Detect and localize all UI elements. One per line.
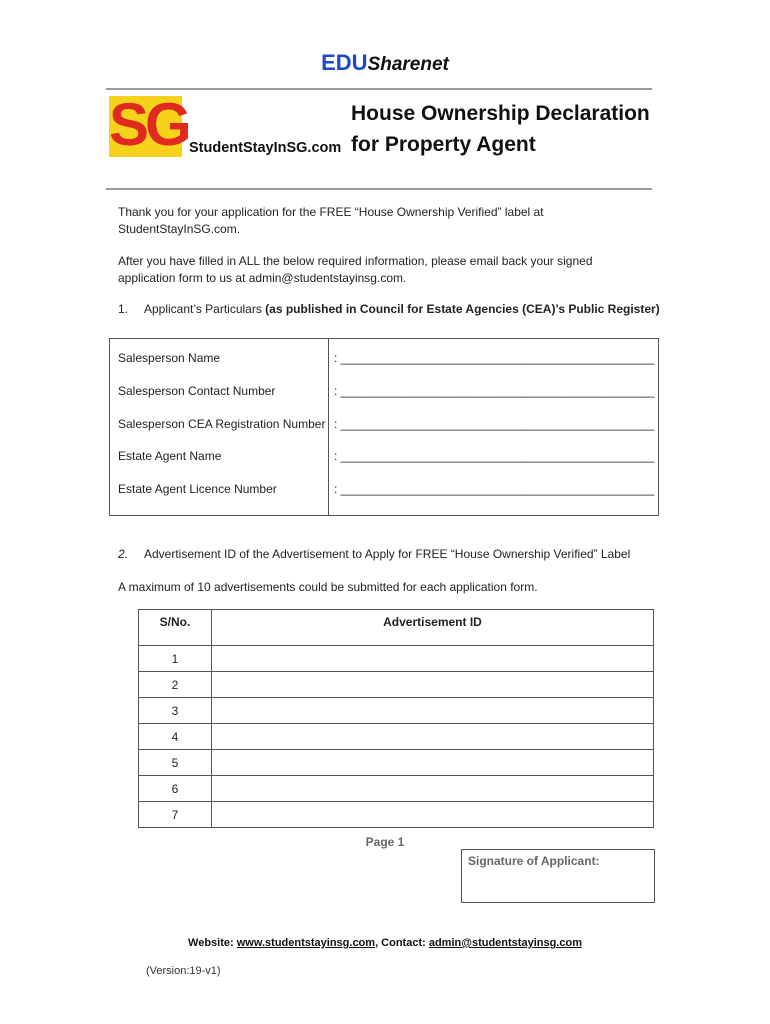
sno-cell: 7 bbox=[139, 802, 212, 828]
advertisement-table bbox=[138, 609, 654, 828]
brand-header bbox=[0, 50, 770, 76]
brand-sharenet: Sharenet bbox=[367, 54, 449, 75]
section-2-heading bbox=[118, 547, 630, 561]
intro-p1-line1: Thank you for your application for the FREE “House Ownership Verified” label at bbox=[118, 205, 544, 219]
table-row bbox=[139, 646, 654, 672]
section-1-heading bbox=[118, 302, 660, 316]
advertisement-id-cell[interactable] bbox=[212, 802, 654, 828]
page-title bbox=[351, 98, 650, 160]
advertisement-id-cell[interactable] bbox=[212, 698, 654, 724]
particulars-label: Salesperson Name bbox=[118, 351, 221, 365]
section-1-bold: (as published in Council for Estate Agencies (CEA)’s Public Register) bbox=[265, 302, 660, 316]
section-2-number: 2. bbox=[118, 547, 129, 561]
title-line2: for Property Agent bbox=[351, 133, 536, 156]
sno-cell: 4 bbox=[139, 724, 212, 750]
table-row bbox=[139, 802, 654, 828]
estate-agent-name-field[interactable]: : _______________________________________________ bbox=[334, 449, 655, 463]
salesperson-contact-field[interactable]: : _______________________________________________ bbox=[334, 384, 655, 398]
sno-cell: 5 bbox=[139, 750, 212, 776]
section-1-text: Applicant’s Particulars bbox=[144, 302, 266, 316]
header-rule bbox=[106, 188, 652, 190]
particulars-divider bbox=[328, 339, 329, 515]
advertisement-id-cell[interactable] bbox=[212, 750, 654, 776]
advertisement-id-cell[interactable] bbox=[212, 672, 654, 698]
advertisement-id-header: Advertisement ID bbox=[212, 610, 654, 646]
contact-email-link[interactable]: admin@studentstayinsg.com bbox=[428, 937, 582, 949]
section-1-number: 1. bbox=[118, 302, 129, 316]
intro-paragraph-1 bbox=[118, 204, 638, 238]
salesperson-name-field[interactable]: : _______________________________________________ bbox=[334, 351, 655, 365]
intro-p1-line2: StudentStayInSG.com. bbox=[118, 222, 241, 236]
advertisement-id-cell[interactable] bbox=[212, 724, 654, 750]
sno-cell: 3 bbox=[139, 698, 212, 724]
table-row bbox=[139, 698, 654, 724]
sno-cell: 2 bbox=[139, 672, 212, 698]
footer bbox=[0, 937, 770, 949]
section-2-note: A maximum of 10 advertisements could be submitted for each application form. bbox=[118, 580, 538, 594]
cea-registration-field[interactable]: : _______________________________________________ bbox=[334, 417, 655, 431]
table-row bbox=[139, 672, 654, 698]
version-text: (Version:19-v1) bbox=[146, 965, 221, 977]
table-row bbox=[139, 750, 654, 776]
page-number: Page 1 bbox=[365, 835, 405, 849]
section-2-text: Advertisement ID of the Advertisement to Apply for FREE “House Ownership Verified” Label bbox=[144, 547, 631, 561]
estate-agent-licence-field[interactable]: : _______________________________________________ bbox=[334, 482, 655, 496]
sno-cell: 1 bbox=[139, 646, 212, 672]
signature-box[interactable] bbox=[461, 849, 655, 903]
title-line1: House Ownership Declaration bbox=[351, 102, 650, 125]
top-rule bbox=[106, 88, 652, 90]
website-link[interactable]: www.studentstayinsg.com bbox=[236, 937, 376, 949]
signature-label: Signature of Applicant: bbox=[468, 854, 600, 868]
intro-p2-line1: After you have filled in ALL the below required information, please email back your signed bbox=[118, 254, 593, 268]
brand-edu: EDU bbox=[321, 50, 368, 75]
contact-label: , Contact: bbox=[375, 937, 429, 949]
particulars-label: Estate Agent Licence Number bbox=[118, 482, 277, 496]
sg-logo-letters: SG bbox=[109, 91, 188, 158]
particulars-label: Estate Agent Name bbox=[118, 449, 222, 463]
logo-site-name: StudentStayInSG.com bbox=[189, 140, 342, 156]
particulars-table bbox=[109, 338, 659, 516]
advertisement-id-cell[interactable] bbox=[212, 646, 654, 672]
advertisement-id-cell[interactable] bbox=[212, 776, 654, 802]
table-row bbox=[139, 724, 654, 750]
website-label: Website: bbox=[188, 937, 237, 949]
particulars-label: Salesperson CEA Registration Number bbox=[118, 417, 326, 431]
intro-p2-line2: application form to us at admin@studentstayinsg.com. bbox=[118, 271, 407, 285]
sno-cell: 6 bbox=[139, 776, 212, 802]
particulars-label: Salesperson Contact Number bbox=[118, 384, 276, 398]
table-row bbox=[139, 776, 654, 802]
intro-paragraph-2 bbox=[118, 253, 638, 287]
sg-logo bbox=[109, 91, 188, 158]
sno-header: S/No. bbox=[139, 610, 212, 646]
